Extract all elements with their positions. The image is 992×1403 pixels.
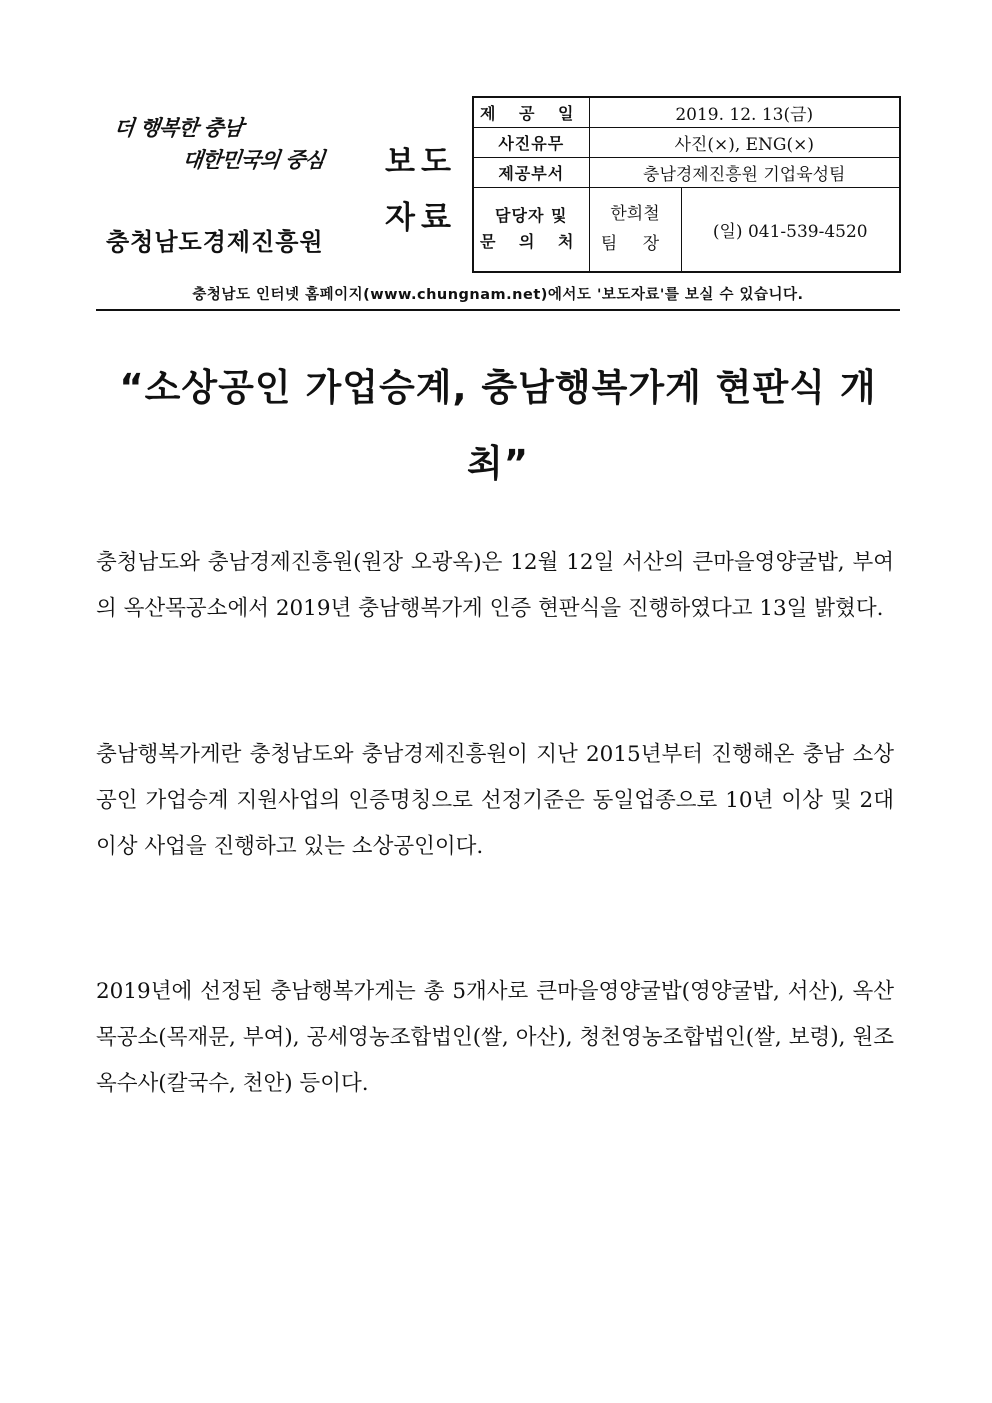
contact-label-line-1: 담당자 및 <box>495 206 568 226</box>
info-row-date <box>473 97 900 127</box>
info-table <box>472 96 901 273</box>
slogan-line-1: 더 행복한 충남 <box>112 116 244 140</box>
contact-title: 팀 장 <box>600 234 670 255</box>
photo-value: 사진(×), ENG(×) <box>589 127 900 157</box>
body-paragraph-2: 충남행복가게란 충청남도와 충남경제진흥원이 지난 2015년부터 진행해온 충남 소상공인 가업승계 지원사업의 인증명칭으로 선정기준은 동일업종으로 10년 이상 및 2대 이상 사업을 진행하고 있는 소상공인이다. <box>96 742 894 859</box>
contact-person <box>589 187 681 272</box>
dept-value: 충남경제진흥원 기업육성팀 <box>589 157 900 187</box>
press-release-label: 보도자료 <box>385 144 457 236</box>
body-paragraph-3: 2019년에 선정된 충남행복가게는 총 5개사로 큰마을영양굴밥(영양굴밥, 서산), 옥산목공소(목재문, 부여), 공세영농조합법인(쌀, 아산), 청천영농조합법인(쌀, 보령), 원조옥수사(칼국수, 천안) 등이다. <box>96 979 894 1096</box>
organization-name: 충청남도경제진흥원 <box>106 228 324 256</box>
header-divider <box>96 309 900 311</box>
body-paragraph-1: 충청남도와 충남경제진흥원(원장 오광옥)은 12월 12일 서산의 큰마을영양굴밥, 부여의 옥산목공소에서 2019년 충남행복가게 인증 현판식을 진행하였다고 13일 밝혔다. <box>96 550 894 621</box>
info-row-dept <box>473 157 900 187</box>
slogan-logo <box>108 112 345 182</box>
date-label: 제 공 일 <box>473 97 589 127</box>
headline: “소상공인 가업승계, 충남행복가게 현판식 개최” <box>119 366 877 485</box>
dept-label: 제공부서 <box>473 157 589 187</box>
slogan-line-2: 대한민국의 중심 <box>181 148 326 172</box>
date-value: 2019. 12. 13(금) <box>589 97 900 127</box>
contact-name: 한희철 <box>610 204 660 225</box>
info-row-photo <box>473 127 900 157</box>
homepage-note: 충청남도 인터넷 홈페이지(www.chungnam.net)에서도 '보도자료'를 보실 수 있습니다. <box>192 287 804 303</box>
photo-label: 사진유무 <box>473 127 589 157</box>
info-row-contact <box>473 187 900 272</box>
contact-label <box>473 187 589 272</box>
contact-phone: (일) 041-539-4520 <box>681 187 900 272</box>
contact-label-line-2: 문 의 처 <box>479 232 583 252</box>
